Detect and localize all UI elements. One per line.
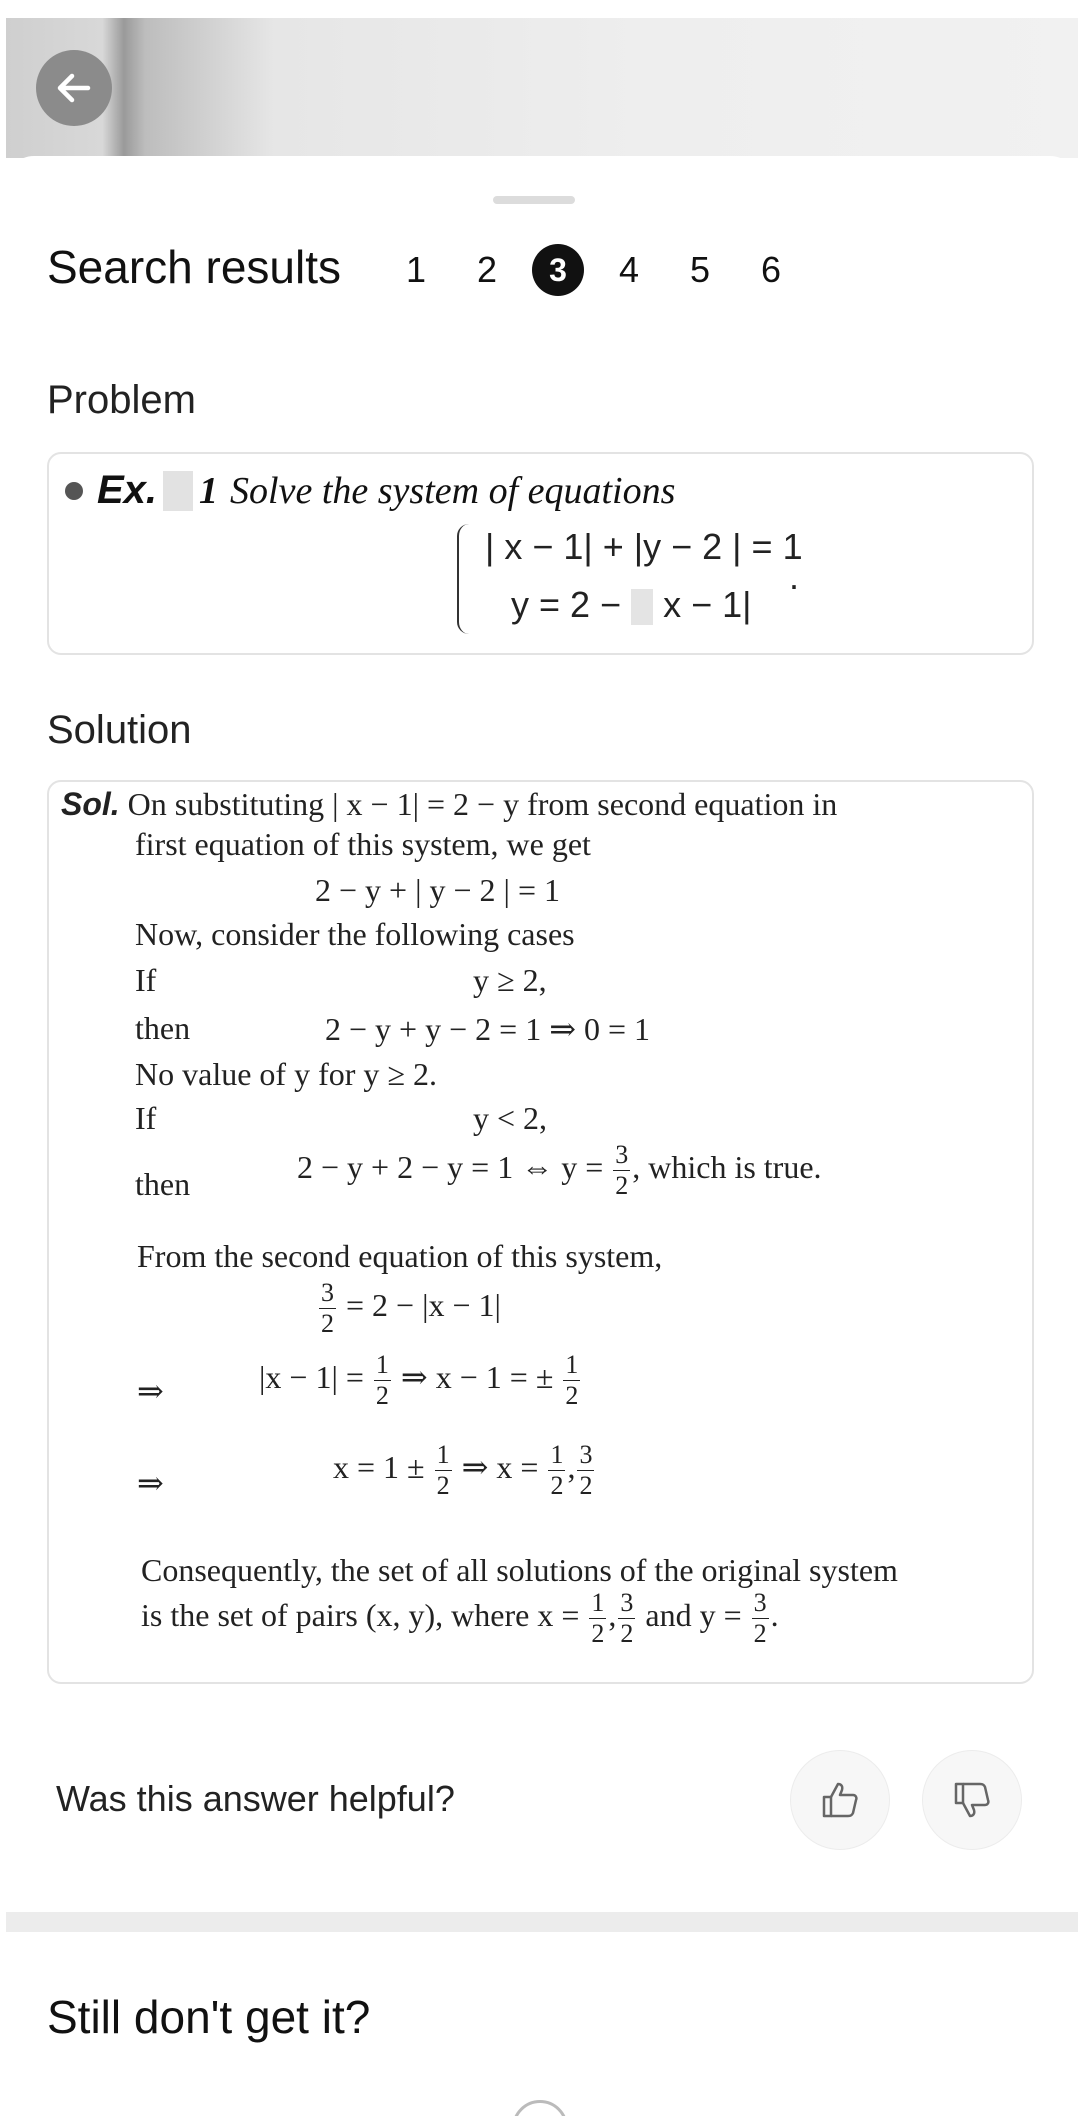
fraction-3-over-2: $\frac{3}{2}$ <box>321 1278 334 1338</box>
page-button-6[interactable]: 6 <box>760 249 782 290</box>
bullet-icon <box>65 482 83 500</box>
equation-2: y = 2 − x − 1| <box>511 584 752 625</box>
equation-end-mark: . <box>789 556 800 597</box>
case2-equation: 2 − y + 2 − y = 1 ⇔ y = $\frac{3}{2}$ , which is true. <box>297 1140 822 1200</box>
arrow-left-icon <box>52 66 96 110</box>
no-value-line: No value of y for y ≥ 2. <box>135 1056 437 1092</box>
case1-then: then <box>135 1010 191 1046</box>
fraction-3-over-2: $\frac{3}{2}$ <box>753 1588 767 1648</box>
case2-condition: y < 2, <box>473 1100 548 1136</box>
thumbs-up-button[interactable] <box>790 1750 890 1850</box>
problem-statement <box>65 468 675 513</box>
solution-line-4: Now, consider the following cases <box>135 916 575 952</box>
solution-line-1: Sol. On substituting | x − 1| = 2 − y from second equation in <box>61 786 838 822</box>
solution-line-2: first equation of this system, we get <box>135 826 591 862</box>
problem-text: Solve the system of equations <box>230 469 676 512</box>
thumbs-up-icon <box>818 1778 862 1822</box>
example-number: 1 <box>199 469 219 512</box>
redacted-mark <box>163 471 193 511</box>
example-label: Ex. <box>97 468 158 512</box>
redacted-mark <box>631 589 653 625</box>
solution-label: Sol. <box>61 786 120 822</box>
equation-c: x = 1 ± $\frac{1}{2}$ ⇒ x = $\frac{1}{2}$ , $\frac{3}{2}$ <box>333 1440 593 1500</box>
still-dont-get-it-heading: Still don't get it? <box>47 1991 371 2043</box>
implies-symbol-2: ⇒ <box>137 1465 164 1501</box>
fraction-1-over-2: $\frac{1}{2}$ <box>565 1350 579 1410</box>
case1-equation: 2 − y + y − 2 = 1 ⇒ 0 = 1 <box>325 1011 651 1047</box>
problem-card <box>47 452 1034 655</box>
page-title: Search results <box>47 241 342 293</box>
drag-handle[interactable] <box>493 196 575 204</box>
system-brace <box>457 524 473 634</box>
conclusion-line-1: Consequently, the set of all solutions of the original system <box>141 1552 898 1588</box>
implies-symbol-1: ⇒ <box>137 1373 164 1409</box>
fraction-1-over-2: $\frac{1}{2}$ <box>436 1440 450 1500</box>
page-button-4[interactable]: 4 <box>618 249 640 290</box>
case1-condition: y ≥ 2, <box>473 962 547 998</box>
helpful-question: Was this answer helpful? <box>56 1778 455 1819</box>
page-button-5[interactable]: 5 <box>689 249 711 290</box>
conclusion-line-2: is the set of pairs (x, y), where x = $\frac{1}{2}$ , $\frac{3}{2}$ and y = $\frac{3}{2}$ . <box>141 1588 779 1648</box>
back-button[interactable] <box>36 50 112 126</box>
page-button-2[interactable]: 2 <box>476 249 498 290</box>
section-divider <box>6 1912 1078 1932</box>
fraction-3-over-2: $\frac{3}{2}$ <box>615 1140 629 1200</box>
case1-if: If <box>135 962 157 998</box>
header-image <box>6 18 1078 158</box>
solution-card <box>47 780 1034 1684</box>
case2-then: then <box>135 1166 191 1202</box>
page-button-3-active[interactable]: 3 <box>532 244 584 296</box>
fraction-3-over-2: $\frac{3}{2}$ <box>620 1588 634 1648</box>
equation-b: |x − 1| = $\frac{1}{2}$ ⇒ x − 1 = ± $\frac{1}{2}$ <box>259 1350 579 1410</box>
case2-if: If <box>135 1100 157 1136</box>
thumbs-down-icon <box>950 1778 994 1822</box>
solution-heading: Solution <box>47 708 192 752</box>
result-pagination <box>390 244 816 296</box>
problem-heading: Problem <box>47 378 196 422</box>
fraction-1-over-2: $\frac{1}{2}$ <box>591 1588 605 1648</box>
thumbs-down-button[interactable] <box>922 1750 1022 1850</box>
fraction-1-over-2: $\frac{1}{2}$ <box>550 1440 564 1500</box>
equation-1: | x − 1| + |y − 2 | = 1 <box>485 526 803 567</box>
solution-line-3: 2 − y + | y − 2 | = 1 <box>315 872 560 908</box>
equation-a: $\frac{3}{2}$ = 2 − |x − 1| <box>321 1278 501 1338</box>
fraction-3-over-2: $\frac{3}{2}$ <box>579 1440 593 1500</box>
from-second-line: From the second equation of this system, <box>137 1238 663 1274</box>
page-button-1[interactable]: 1 <box>405 249 427 290</box>
fraction-1-over-2: $\frac{1}{2}$ <box>375 1350 389 1410</box>
